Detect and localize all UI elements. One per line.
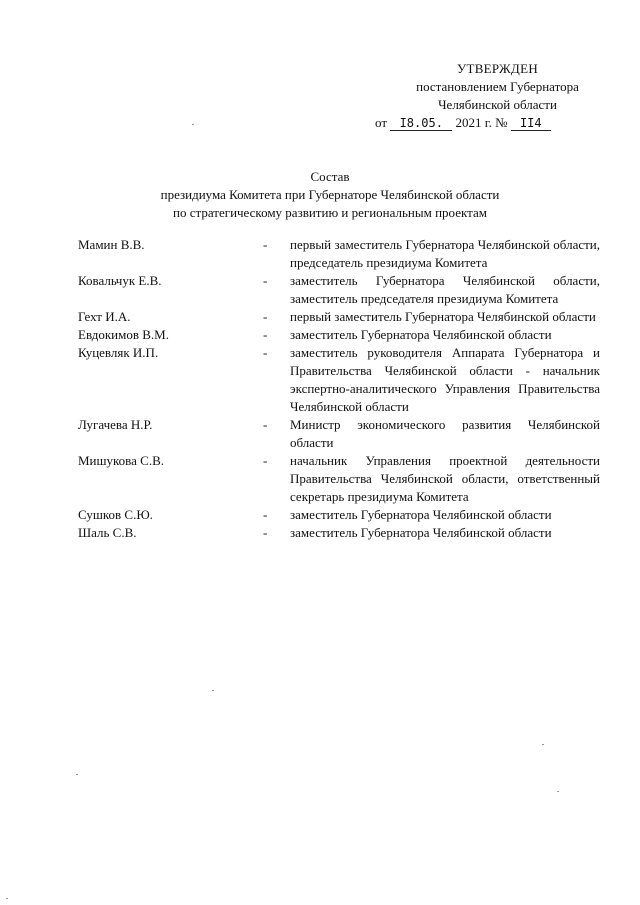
member-dash: -: [263, 237, 268, 252]
member-position: заместитель Губернатора Челябинской области: [290, 327, 552, 342]
member-dash: -: [263, 309, 268, 324]
scan-speck: [6, 898, 8, 899]
member-position: заместитель Губернатора Челябинской области: [290, 507, 552, 522]
member-name: Лугачева Н.Р.: [78, 417, 153, 432]
member-name: Сушков С.Ю.: [78, 507, 153, 522]
number-sign: №: [495, 115, 508, 130]
member-position: первый заместитель Губернатора Челябинской области, председатель президиума Комитета: [290, 237, 600, 270]
date-prefix: от: [375, 115, 388, 130]
scan-speck: [76, 774, 78, 775]
members-list: [78, 236, 600, 542]
member-row: [78, 452, 600, 506]
member-dash: -: [263, 525, 268, 540]
member-position: начальник Управления проектной деятельности Правительства Челябинской области, ответственный секретарь президиума Комитета: [290, 453, 600, 504]
member-name: Мишукова С.В.: [78, 453, 165, 468]
member-position: заместитель Губернатора Челябинской области, заместитель председателя президиума Комитета: [290, 273, 600, 306]
member-row: [78, 326, 600, 344]
member-row: [78, 524, 600, 542]
member-position: первый заместитель Губернатора Челябинской области: [290, 309, 596, 324]
heading-line-3: по стратегическому развитию и региональным проектам: [173, 205, 487, 220]
decree-number: II4: [511, 116, 551, 131]
member-name: Шаль С.В.: [78, 525, 137, 540]
approval-line-1: постановлением Губернатора: [416, 79, 579, 94]
member-dash: -: [263, 417, 268, 432]
member-position: заместитель Губернатора Челябинской области: [290, 525, 552, 540]
scan-speck: [557, 791, 559, 792]
member-dash: -: [263, 453, 268, 468]
member-position: Министр экономического развития Челябинской области: [290, 417, 600, 450]
member-row: [78, 236, 600, 272]
member-row: [78, 416, 600, 452]
member-name: Евдокимов В.М.: [78, 327, 169, 342]
member-dash: -: [263, 327, 268, 342]
heading-line-1: Состав: [310, 169, 350, 184]
document-heading: [110, 168, 550, 222]
member-row: [78, 308, 600, 326]
decree-date: I8.05.: [390, 116, 452, 131]
member-name: Куцевляк И.П.: [78, 345, 159, 360]
member-row: [78, 344, 600, 416]
member-dash: -: [263, 345, 268, 360]
member-name: Гехт И.А.: [78, 309, 131, 324]
member-position: заместитель руководителя Аппарата Губернатора и Правительства Челябинской области - начальник экспертно-аналитического Управления Правительства Челябинской области: [290, 345, 600, 414]
scan-speck: [542, 744, 544, 745]
heading-line-2: президиума Комитета при Губернаторе Челябинской области: [160, 187, 500, 202]
approval-date-line: [375, 114, 600, 132]
member-name: Мамин В.В.: [78, 237, 145, 252]
approval-block: [360, 60, 600, 132]
approval-title: УТВЕРЖДЕН: [456, 61, 539, 76]
member-row: [78, 506, 600, 524]
member-name: Ковальчук Е.В.: [78, 273, 162, 288]
scan-speck: [212, 690, 214, 691]
member-dash: -: [263, 273, 268, 288]
approval-line-2: Челябинской области: [438, 97, 557, 112]
member-row: [78, 272, 600, 308]
scan-speck: [192, 124, 194, 125]
member-dash: -: [263, 507, 268, 522]
decree-year: 2021 г.: [455, 115, 492, 130]
